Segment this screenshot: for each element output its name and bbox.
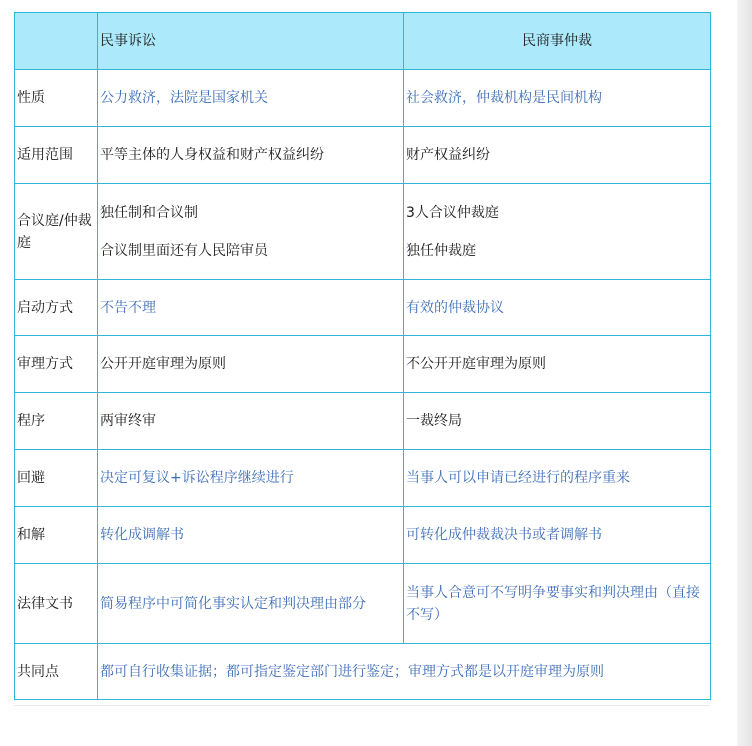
table-row (15, 507, 711, 564)
arbitration-cell-line: 3人合议仲裁庭 (406, 204, 499, 221)
arbitration-cell (404, 184, 711, 280)
arbitration-cell: 一裁终局 (404, 393, 711, 450)
row-label: 程序 (15, 393, 98, 450)
arbitration-cell: 可转化成仲裁裁决书或者调解书 (404, 507, 711, 564)
table-row (15, 393, 711, 450)
table-row (15, 450, 711, 507)
row-label: 性质 (15, 70, 98, 127)
civil-cell-line: 独任制和合议制 (100, 204, 198, 221)
civil-cell: 平等主体的人身权益和财产权益纠纷 (98, 127, 404, 184)
table-row (15, 127, 711, 184)
civil-cell: 转化成调解书 (98, 507, 404, 564)
row-label: 合议庭/仲裁庭 (15, 184, 98, 280)
table-row (15, 564, 711, 644)
row-label: 审理方式 (15, 336, 98, 393)
civil-cell: 决定可复议+诉讼程序继续进行 (98, 450, 404, 507)
table-row (15, 644, 711, 700)
civil-cell: 公力救济，法院是国家机关 (98, 70, 404, 127)
civil-cell: 不告不理 (98, 280, 404, 336)
header-civil-litigation: 民事诉讼 (98, 13, 404, 70)
civil-cell: 简易程序中可简化事实认定和判决理由部分 (98, 564, 404, 644)
table-row (15, 184, 711, 280)
arbitration-cell: 社会救济，仲裁机构是民间机构 (404, 70, 711, 127)
bottom-divider (14, 705, 710, 706)
table-row (15, 70, 711, 127)
row-label: 适用范围 (15, 127, 98, 184)
row-label: 和解 (15, 507, 98, 564)
civil-cell: 公开开庭审理为原则 (98, 336, 404, 393)
arbitration-cell: 当事人合意可不写明争要事实和判决理由（直接不写） (404, 564, 711, 644)
table-row (15, 280, 711, 336)
arbitration-cell: 不公开开庭审理为原则 (404, 336, 711, 393)
comparison-table (14, 12, 711, 700)
arbitration-cell: 有效的仲裁协议 (404, 280, 711, 336)
civil-cell-line: 合议制里面还有人民陪审员 (100, 242, 268, 259)
common-points-cell: 都可自行收集证据；都可指定鉴定部门进行鉴定；审理方式都是以开庭审理为原则 (98, 644, 711, 700)
row-label: 法律文书 (15, 564, 98, 644)
civil-cell: 两审终审 (98, 393, 404, 450)
arbitration-cell-line: 独任仲裁庭 (406, 242, 476, 259)
header-commercial-arbitration: 民商事仲裁 (404, 13, 711, 70)
arbitration-cell: 财产权益纠纷 (404, 127, 711, 184)
page-right-edge (737, 0, 752, 746)
row-label: 回避 (15, 450, 98, 507)
row-label: 共同点 (15, 644, 98, 700)
table-row (15, 336, 711, 393)
civil-cell (98, 184, 404, 280)
arbitration-cell: 当事人可以申请已经进行的程序重来 (404, 450, 711, 507)
row-label: 启动方式 (15, 280, 98, 336)
table-header-row (15, 13, 711, 70)
header-empty-cell (15, 13, 98, 70)
